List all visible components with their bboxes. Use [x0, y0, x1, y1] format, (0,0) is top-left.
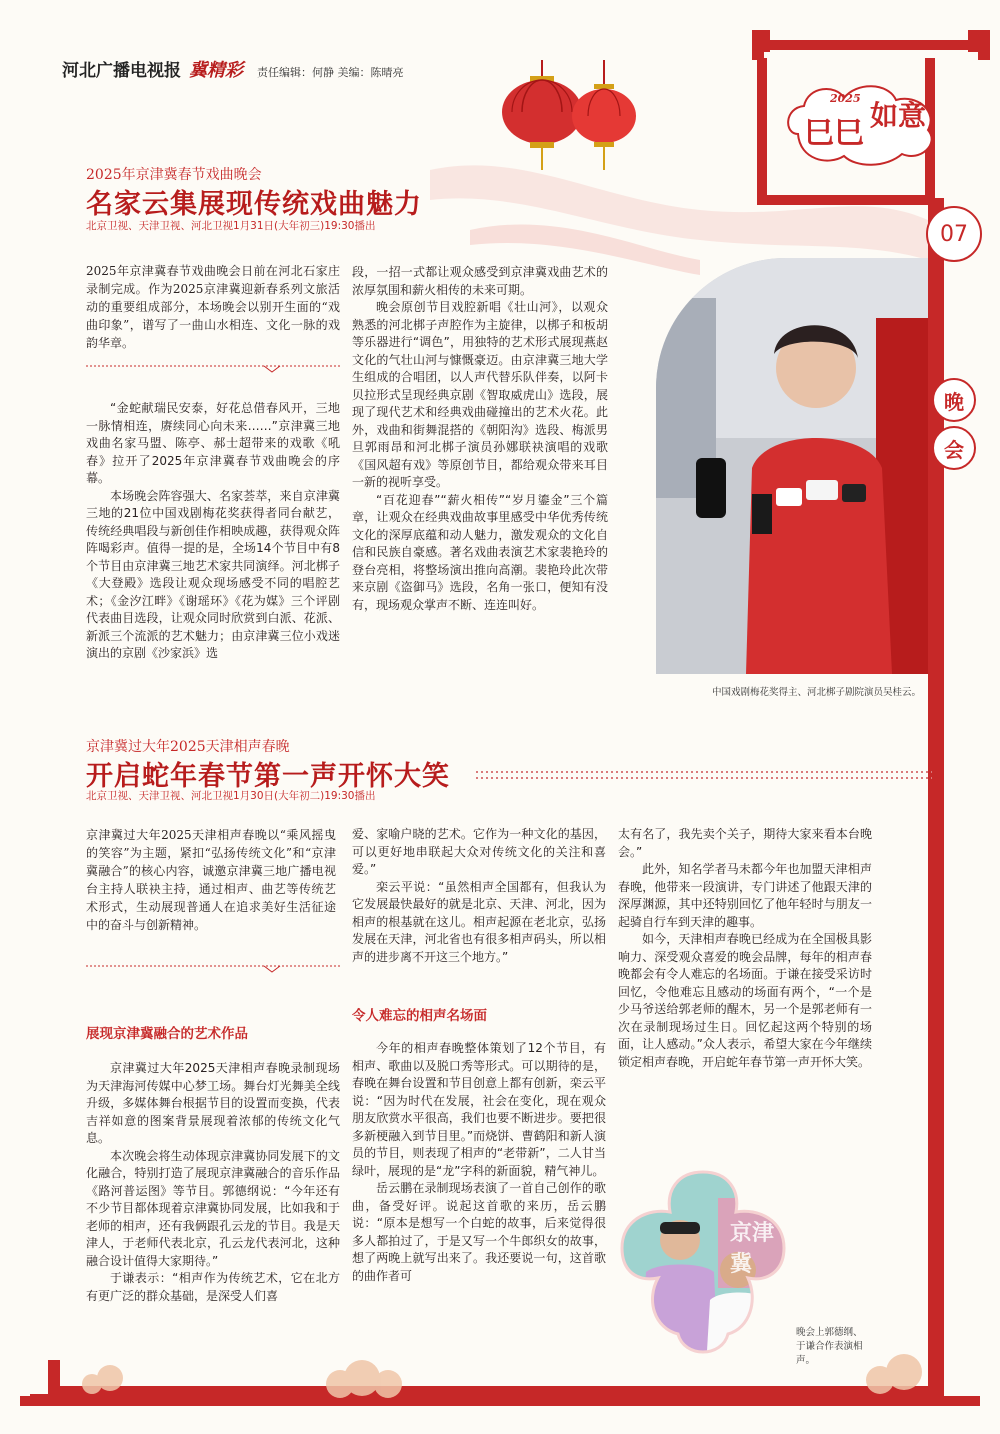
article1-col1-p1: “金蛇献瑞民安泰，好花总借春风开，三地一脉情相连，赓续同心向未来……”京津冀三地戏曲名家马盟、陈亭、郝士超带来的戏歌《吼春》拉开了2025年京津冀春节戏曲晚会的序幕。 — [86, 401, 340, 485]
article2-col2a-p1: 爱、家喻户晓的艺术。它作为一种文化的基因，可以更好地串联起大众对传统文化的关注和喜爱。” — [352, 827, 606, 876]
article2-col1-p1: 京津冀过大年2025天津相声春晚录制现场为天津海河传媒中心梦工场。舞台灯光舞美全线升级，多媒体舞台根据节目的设置而变换，代表吉祥如意的图案背景展现着浓郁的传统文化气息。 — [86, 1061, 340, 1145]
article1-kicker: 2025年京津冀春节戏曲晚会 — [86, 167, 262, 183]
article2-col2a — [352, 826, 606, 966]
article2-col2b — [352, 1040, 606, 1285]
new-year-badge — [770, 64, 955, 174]
badge-line1: 巳巳 — [804, 116, 864, 151]
article2-kicker: 京津冀过大年2025天津相声春晚 — [86, 739, 290, 755]
lantern-decoration — [498, 60, 648, 180]
photo-sign-text: 京津冀 — [730, 1221, 775, 1277]
performer-photo-illustration — [656, 258, 928, 674]
masthead — [62, 56, 404, 81]
article2-photo — [618, 1168, 788, 1368]
section-tag-1: 晚 — [932, 378, 976, 422]
lead2-divider — [86, 962, 340, 974]
article1-airtime: 北京卫视、天津卫视、河北卫视1月31日(大年初三)19:30播出 — [86, 220, 376, 232]
brand-logo: 冀精彩 — [189, 60, 243, 81]
article2-headline: 开启蛇年春节第一声开怀大笑 — [86, 761, 450, 792]
section-tag-2: 会 — [932, 426, 976, 470]
article1-col2-p1: 段，一招一式都让观众感受到京津冀戏曲艺术的浓厚氛围和薪火相传的未来可期。 — [352, 265, 608, 297]
article2-col2a-p2: 栾云平说：“虽然相声全国都有，但我认为它发展最快最好的就是北京、天津、河北，因为相声的根基就在这儿。相声起源在老北京，弘扬发展在天津，河北省也有很多相声码头，所以相声的进步离不开这三个地方。” — [352, 879, 606, 964]
article2-lead: 京津冀过大年2025天津相声春晚以“乘风摇曳的笑容”为主题，紧扣“弘扬传统文化”和“京津冀融合”的核心内容，诚邀京津冀三地广播电视台主持人联袂主持，通过相声、曲艺等传统艺术形式，生动展现普通人在追求美好生活征途中的奋斗与创新精神。 — [86, 828, 336, 932]
article1-photo — [656, 258, 928, 674]
article1-col2-p2: 晚会原创节目戏腔新唱《壮山河》，以观众熟悉的河北梆子声腔作为主旋律，以梆子和板胡等乐器进行“调色”，用独特的艺术形式展现燕赵文化的气壮山河与慷慨豪迈。由京津冀三地大学生组成的合唱团，以人声代替乐队伴奏，以阿卡贝拉形式呈现经典京剧《智取威虎山》选段，展现了现代艺术和经典戏曲碰撞出的艺术火花。此外，戏曲和街舞混搭的《朝阳沟》选段、梅派男旦郭雨昂和河北梆子演员孙娜联袂演唱的戏歌《国风超有戏》等原创节目，都给观众带来耳目一新的视听享受。 — [352, 300, 608, 489]
article1-col2 — [352, 264, 608, 614]
article2-col1-p2: 本次晚会将生动体现京津冀协同发展下的文化融合，特别打造了展现京津冀融合的音乐作品《路河普运图》等节目。郭德纲说：“今年还有不少节目都体现着京津冀协同发展，比如我和于老师的相声，还有我俩跟孔云龙的节目。我是天津人，于老师代表北京，孔云龙代表河北，这种融合设计值得大家期待。” — [86, 1148, 340, 1268]
article1-col2-p3: “百花迎春”“薪火相传”“岁月鎏金”三个篇章，让观众在经典戏曲故事里感受中华优秀传统文化的深厚底蕴和动人魅力，激发观众的文化自信和民族自豪感。著名戏曲表演艺术家裴艳玲的登台亮相，将整场演出推向高潮。裴艳玲此次带来京剧《盗御马》选段，名角一张口，便知有没有，现场观众掌声不断、连连叫好。 — [352, 492, 608, 612]
page-number: 07 — [926, 206, 982, 262]
article2-col3 — [618, 826, 872, 1071]
article2-subhead1: 展现京津冀融合的艺术作品 — [86, 1026, 248, 1042]
article1-headline: 名家云集展现传统戏曲魅力 — [86, 189, 422, 220]
lead-divider — [86, 362, 340, 374]
article1-caption: 中国戏剧梅花奖得主、河北梆子剧院演员吴桂云。 — [712, 687, 922, 698]
article2-airtime: 北京卫视、天津卫视、河北卫视1月30日(大年初二)19:30播出 — [86, 790, 376, 802]
article2-col3-p1: 太有名了，我先卖个关子，期待大家来看本台晚会。” — [618, 827, 872, 859]
editors-credit: 责任编辑：何静 美编：陈晴亮 — [257, 66, 404, 79]
article2-col2b-p2: 岳云鹏在录制现场表演了一首自己创作的歌曲，备受好评。说起这首歌的来历，岳云鹏说：“原本是想写一个白蛇的故事，后来觉得很多人都拍过了，于是又写一个牛郎织女的故事，想了两晚上就写出来了。我还要说一句，这首歌的曲作者可 — [352, 1181, 606, 1283]
article1-col1 — [86, 400, 340, 663]
article2-caption: 晚会上郭德纲、于谦合作表演相声。 — [796, 1327, 863, 1366]
article2-col3-p3: 如今，天津相声春晚已经成为在全国极具影响力、深受观众喜爱的晚会品牌，每年的相声春晚都会有令人难忘的名场面。于谦在接受采访时回忆，令他难忘且感动的场面有两个，“一个是少马爷送给郭老师的醒木，另一个是郭老师有一次在录制现场过生日。回忆起这两个特别的场面，让人感动。”众人表示，希望大家在今年继续锁定相声春晚，开启蛇年春节第一声开怀大笑。 — [618, 932, 872, 1069]
badge-line2: 如意 — [870, 99, 927, 132]
article1-col1-p2: 本场晚会阵容强大、名家荟萃，来自京津冀三地的21位中国戏剧梅花奖获得者同台献艺，传统经典唱段与新创佳作相映成趣，获得观众阵阵喝彩声。值得一提的是，全场14个节目中有8个节目由京津冀三地艺术家共同演绎。河北梆子《大登殿》选段让观众现场感受不同的唱腔艺术；《金汐江畔》《谢瑶环》《花为媒》三个评剧代表曲目选段，让观众同时欣赏到白派、花派、新派三个流派的艺术魅力；由京津冀三位小戏迷演出的京剧《沙家浜》选 — [86, 488, 340, 660]
article2-col2b-p1: 今年的相声春晚整体策划了12个节目，有相声、歌曲以及脱口秀等形式。可以期待的是，春晚在舞台设置和节目创意上都有创新，栾云平说：“因为时代在发展，社会在变化，现在观众朋友欣赏水平很高，我们也要不断进步。要把很多新梗融入到节目里。”而烧饼、曹鹤阳和新人演员的节目，则表现了相声的“老带新”，二人甘当绿叶，展现的是“龙”字科的新面貌，精气神儿。 — [352, 1041, 606, 1178]
badge-year: 2025 — [830, 92, 861, 105]
article2-col1-p3: 于谦表示：“相声作为传统艺术，它在北方有更广泛的群众基础，是深受人们喜 — [86, 1271, 340, 1303]
headline-dot-pattern — [476, 768, 932, 782]
paper-name: 河北广播电视报 — [62, 61, 181, 81]
article2-subhead2: 令人难忘的相声名场面 — [352, 1008, 487, 1024]
article1-lead: 2025年京津冀春节戏曲晚会日前在河北石家庄录制完成。作为2025京津冀迎新春系列文旅活动的重要组成部分，本场晚会以别开生面的“戏曲印象”，谱写了一曲山水相连、文化一脉的戏韵华章。 — [86, 264, 340, 350]
article2-col3-p2: 此外，知名学者马未都今年也加盟天津相声春晚，他带来一段演讲，专门讲述了他跟天津的深厚渊源，其中还特别回忆了他年轻时与朋友一起骑自行车到天津的趣事。 — [618, 862, 872, 929]
article2-col1 — [86, 1060, 340, 1305]
